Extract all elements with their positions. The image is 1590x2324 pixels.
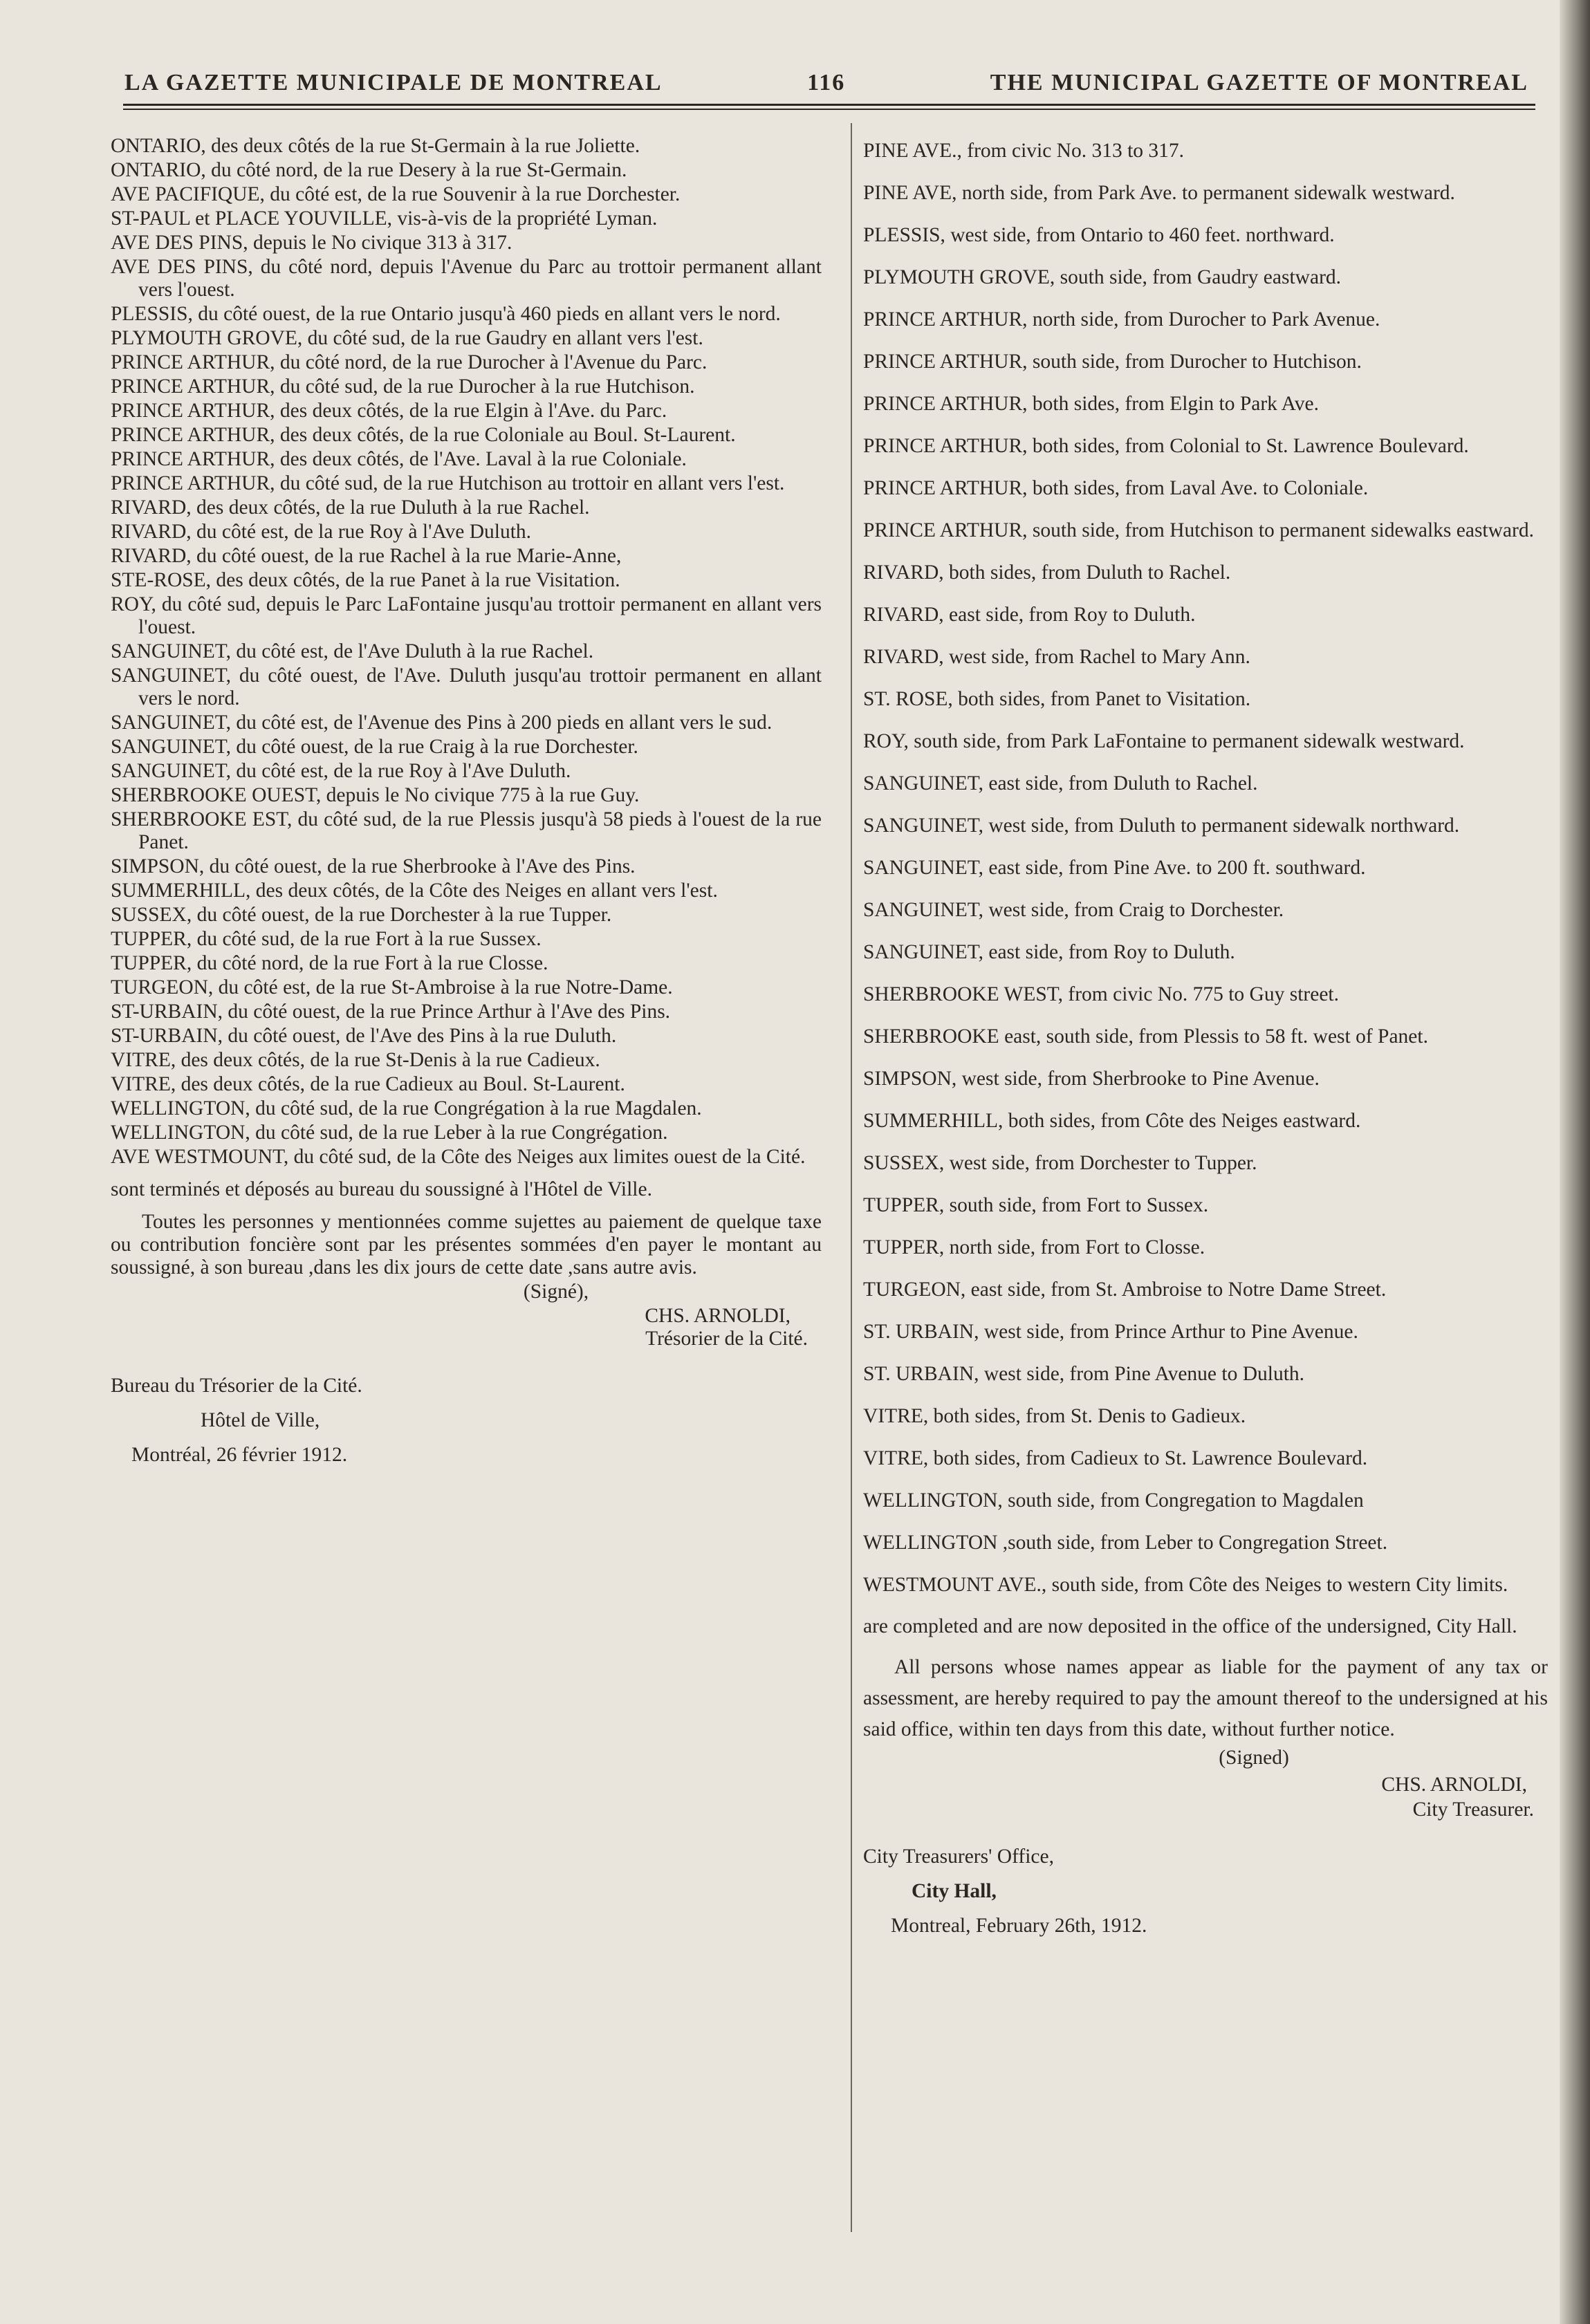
french-closing: sont terminés et déposés au bureau du soussigné à l'Hôtel de Ville.	[111, 1178, 652, 1200]
list-item: RIVARD, east side, from Roy to Duluth.	[863, 604, 1196, 626]
french-column	[111, 135, 822, 1472]
list-item: RIVARD, du côté est, de la rue Roy à l'Ave Duluth.	[111, 521, 532, 543]
french-signed: (Signé),	[523, 1281, 589, 1303]
list-item: PRINCE ARTHUR, du côté nord, de la rue Durocher à l'Avenue du Parc.	[111, 351, 708, 373]
list-item: PLESSIS, west side, from Ontario to 460 feet. northward.	[863, 224, 1335, 246]
list-item: SANGUINET, du côté est, de l'Avenue des Pins à 200 pieds en allant vers le sud.	[111, 712, 773, 734]
list-item: RIVARD, du côté ouest, de la rue Rachel à la rue Marie-Anne,	[111, 545, 622, 567]
book-spine-shadow	[1560, 0, 1590, 2324]
english-notice: All persons whose names appear as liable for the payment of any tax or assessment, are hereby required to pay the amount thereof to the undersigned at his said office, within ten days from this date, without further notice.	[863, 1656, 1548, 1740]
french-signatory-name: CHS. ARNOLDI,	[645, 1305, 791, 1327]
list-item: TURGEON, east side, from St. Ambroise to Notre Dame Street.	[863, 1279, 1387, 1301]
list-item: TUPPER, south side, from Fort to Sussex.	[863, 1194, 1209, 1216]
english-signed: (Signed)	[1219, 1747, 1289, 1769]
list-item: SANGUINET, du côté ouest, de la rue Craig à la rue Dorchester.	[111, 736, 638, 758]
french-signatory-title: Trésorier de la Cité.	[645, 1328, 808, 1350]
french-street-list	[111, 135, 822, 1169]
list-item: PRINCE ARTHUR, both sides, from Colonial to St. Lawrence Boulevard.	[863, 435, 1469, 457]
list-item: SUMMERHILL, both sides, from Côte des Neiges eastward.	[863, 1110, 1361, 1132]
english-office-block	[863, 1839, 1548, 1943]
list-item: PRINCE ARTHUR, du côté sud, de la rue Durocher à la rue Hutchison.	[111, 375, 695, 398]
list-item: SIMPSON, du côté ouest, de la rue Sherbrooke à l'Ave des Pins.	[111, 855, 636, 877]
list-item: SUSSEX, west side, from Dorchester to Tupper.	[863, 1152, 1257, 1174]
list-item: SIMPSON, west side, from Sherbrooke to Pine Avenue.	[863, 1068, 1320, 1090]
list-item: VITRE, both sides, from St. Denis to Gadieux.	[863, 1405, 1246, 1427]
list-item: ONTARIO, du côté nord, de la rue Desery à la rue St-Germain.	[111, 159, 627, 181]
list-item: VITRE, both sides, from Cadieux to St. Lawrence Boulevard.	[863, 1447, 1368, 1469]
list-item: AVE DES PINS, du côté nord, depuis l'Avenue du Parc au trottoir permanent allant vers l'ouest.	[111, 256, 822, 301]
list-item: PRINCE ARTHUR, du côté sud, de la rue Hutchison au trottoir en allant vers l'est.	[111, 472, 785, 494]
list-item: SHERBROOKE OUEST, depuis le No civique 775 à la rue Guy.	[111, 784, 640, 806]
list-item: PRINCE ARTHUR, des deux côtés, de l'Ave. Laval à la rue Coloniale.	[111, 448, 687, 470]
french-hall: Hôtel de Ville,	[201, 1409, 320, 1431]
list-item: AVE WESTMOUNT, du côté sud, de la Côte des Neiges aux limites ouest de la Cité.	[111, 1146, 806, 1168]
list-item: STE-ROSE, des deux côtés, de la rue Panet à la rue Visitation.	[111, 569, 620, 591]
list-item: PRINCE ARTHUR, north side, from Durocher to Park Avenue.	[863, 308, 1380, 331]
list-item: SANGUINET, du côté est, de l'Ave Duluth à la rue Rachel.	[111, 640, 594, 662]
header-rule-top	[123, 104, 1535, 106]
french-notice: Toutes les personnes y mentionnées comme sujettes au paiement de quelque taxe ou contribution foncière sont par les présentes sommées d'en payer le montant au soussigné, à son bureau ,dans les dix jours de cette date ,sans autre avis.	[111, 1211, 822, 1279]
french-date: Montréal, 26 février 1912.	[131, 1444, 348, 1466]
list-item: RIVARD, west side, from Rachel to Mary Ann.	[863, 646, 1250, 668]
list-item: PRINCE ARTHUR, des deux côtés, de la rue Elgin à l'Ave. du Parc.	[111, 400, 667, 422]
list-item: PRINCE ARTHUR, des deux côtés, de la rue Coloniale au Boul. St-Laurent.	[111, 424, 736, 446]
list-item: PRINCE ARTHUR, south side, from Durocher to Hutchison.	[863, 351, 1362, 373]
header-french-title: LA GAZETTE MUNICIPALE DE MONTREAL	[124, 70, 663, 95]
list-item: ST-PAUL et PLACE YOUVILLE, vis-à-vis de la propriété Lyman.	[111, 207, 658, 230]
english-closing: are completed and are now deposited in the office of the undersigned, City Hall.	[863, 1615, 1517, 1637]
list-item: WELLINGTON ,south side, from Leber to Congregation Street.	[863, 1532, 1388, 1554]
list-item: SANGUINET, du côté est, de la rue Roy à l'Ave Duluth.	[111, 760, 571, 782]
list-item: PLESSIS, du côté ouest, de la rue Ontario jusqu'à 460 pieds en allant vers le nord.	[111, 303, 781, 325]
list-item: PINE AVE, north side, from Park Ave. to permanent sidewalk westward.	[863, 182, 1455, 204]
list-item: ST-URBAIN, du côté ouest, de la rue Prince Arthur à l'Ave des Pins.	[111, 1001, 671, 1023]
list-item: TUPPER, north side, from Fort to Closse.	[863, 1236, 1205, 1258]
french-office: Bureau du Trésorier de la Cité.	[111, 1375, 362, 1397]
list-item: SANGUINET, east side, from Pine Ave. to 200 ft. southward.	[863, 857, 1366, 879]
list-item: RIVARD, des deux côtés, de la rue Duluth à la rue Rachel.	[111, 496, 590, 519]
list-item: PRINCE ARTHUR, south side, from Hutchison to permanent sidewalks eastward.	[863, 519, 1534, 541]
list-item: WELLINGTON, du côté sud, de la rue Congrégation à la rue Magdalen.	[111, 1097, 702, 1119]
list-item: SANGUINET, west side, from Duluth to permanent sidewalk northward.	[863, 815, 1460, 837]
list-item: ST. URBAIN, west side, from Prince Arthur to Pine Avenue.	[863, 1321, 1358, 1343]
page-number: 116	[807, 70, 846, 95]
list-item: WELLINGTON, south side, from Congregation to Magdalen	[863, 1489, 1364, 1512]
english-signatory-name: CHS. ARNOLDI,	[1381, 1774, 1527, 1796]
list-item: SANGUINET, west side, from Craig to Dorchester.	[863, 899, 1284, 921]
english-signatory-title: City Treasurer.	[1412, 1798, 1534, 1821]
list-item: PRINCE ARTHUR, both sides, from Laval Ave. to Coloniale.	[863, 477, 1369, 499]
list-item: ST. URBAIN, west side, from Pine Avenue to Duluth.	[863, 1363, 1305, 1385]
header-rule-bottom	[123, 109, 1535, 110]
english-column	[863, 135, 1548, 1943]
list-item: SUSSEX, du côté ouest, de la rue Dorchester à la rue Tupper.	[111, 904, 612, 926]
french-office-block	[111, 1368, 822, 1472]
english-street-list	[863, 135, 1548, 1601]
list-item: SUMMERHILL, des deux côtés, de la Côte des Neiges en allant vers l'est.	[111, 880, 718, 902]
list-item: ROY, south side, from Park LaFontaine to permanent sidewalk westward.	[863, 730, 1465, 752]
list-item: TUPPER, du côté sud, de la rue Fort à la rue Sussex.	[111, 928, 542, 950]
list-item: PLYMOUTH GROVE, du côté sud, de la rue Gaudry en allant vers l'est.	[111, 327, 703, 349]
english-office: City Treasurers' Office,	[863, 1846, 1054, 1868]
list-item: AVE DES PINS, depuis le No civique 313 à 317.	[111, 232, 512, 254]
list-item: WELLINGTON, du côté sud, de la rue Leber à la rue Congrégation.	[111, 1122, 668, 1144]
list-item: VITRE, des deux côtés, de la rue St-Denis à la rue Cadieux.	[111, 1049, 600, 1071]
list-item: ROY, du côté sud, depuis le Parc LaFontaine jusqu'au trottoir permanent en allant vers l'ouest.	[111, 593, 822, 638]
list-item: SHERBROOKE EST, du côté sud, de la rue Plessis jusqu'à 58 pieds à l'ouest de la rue Panet.	[111, 808, 822, 853]
list-item: SANGUINET, du côté ouest, de l'Ave. Duluth jusqu'au trottoir permanent en allant vers le nord.	[111, 664, 822, 709]
page-header	[124, 62, 1528, 104]
list-item: WESTMOUNT AVE., south side, from Côte des Neiges to western City limits.	[863, 1574, 1508, 1596]
list-item: TUPPER, du côté nord, de la rue Fort à la rue Closse.	[111, 952, 548, 974]
english-hall: City Hall,	[912, 1880, 997, 1902]
list-item: SANGUINET, east side, from Roy to Duluth.	[863, 941, 1235, 963]
list-item: ST-URBAIN, du côté ouest, de l'Ave des Pins à la rue Duluth.	[111, 1025, 617, 1047]
header-english-title: THE MUNICIPAL GAZETTE OF MONTREAL	[990, 70, 1528, 95]
column-divider	[851, 123, 852, 2232]
list-item: SANGUINET, east side, from Duluth to Rachel.	[863, 772, 1258, 794]
list-item: ST. ROSE, both sides, from Panet to Visitation.	[863, 688, 1251, 710]
list-item: SHERBROOKE east, south side, from Plessis to 58 ft. west of Panet.	[863, 1025, 1428, 1048]
list-item: VITRE, des deux côtés, de la rue Cadieux au Boul. St-Laurent.	[111, 1073, 625, 1095]
list-item: PLYMOUTH GROVE, south side, from Gaudry eastward.	[863, 266, 1342, 288]
list-item: RIVARD, both sides, from Duluth to Rachel.	[863, 561, 1231, 584]
english-date: Montreal, February 26th, 1912.	[891, 1915, 1147, 1937]
list-item: ONTARIO, des deux côtés de la rue St-Germain à la rue Joliette.	[111, 135, 640, 157]
list-item: SHERBROOKE WEST, from civic No. 775 to Guy street.	[863, 983, 1339, 1005]
list-item: PRINCE ARTHUR, both sides, from Elgin to Park Ave.	[863, 393, 1319, 415]
list-item: AVE PACIFIQUE, du côté est, de la rue Souvenir à la rue Dorchester.	[111, 183, 681, 205]
list-item: PINE AVE., from civic No. 313 to 317.	[863, 140, 1185, 162]
list-item: TURGEON, du côté est, de la rue St-Ambroise à la rue Notre-Dame.	[111, 976, 673, 998]
